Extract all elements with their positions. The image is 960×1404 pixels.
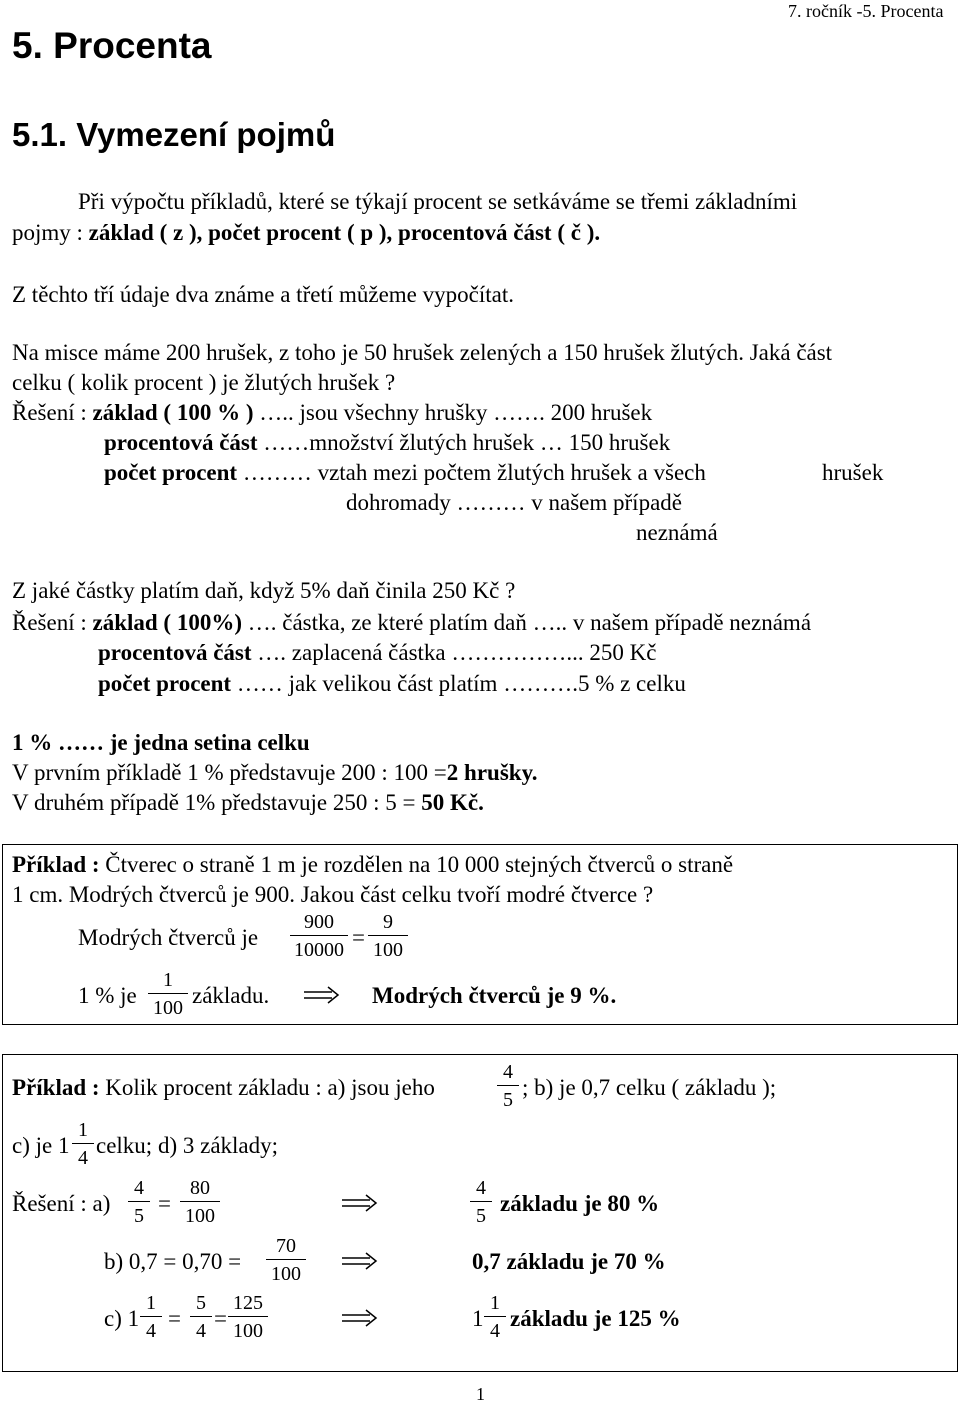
- implies-arrow-icon: [340, 1192, 380, 1214]
- box2-c-text: celku; d) 3 základy;: [96, 1133, 279, 1158]
- box1-fraction-1-100: 1 100: [148, 970, 188, 1018]
- box2-sol-c-result: základu je 125 %: [510, 1306, 681, 1331]
- intro-line-2: pojmy : základ ( z ), počet procent ( p ), procentová část ( č ).: [12, 220, 601, 245]
- intro-line-1: Při výpočtu příkladů, které se týkají procent se setkáváme se třemi základními: [78, 189, 798, 214]
- example1-problem-1: Na misce máme 200 hrušek, z toho je 50 hrušek zelených a 150 hrušek žlutých. Jaká část: [12, 340, 833, 365]
- box2-sol-b-label: b) 0,7 = 0,70 =: [104, 1249, 242, 1274]
- rule-line-2: V prvním příkladě 1 % představuje 200 : 100 =2 hrušky.: [12, 760, 538, 785]
- example2-cast: procentová část …. zaplacená částka ……………... 250 Kč: [98, 640, 657, 665]
- box2-sol-a-fraction-80-100: 80 100: [180, 1178, 220, 1226]
- rule-line-1: 1 % …… je jedna setina celku: [12, 730, 310, 755]
- example1-zaklad: Řešení : základ ( 100 % ) ….. jsou všechny hrušky ……. 200 hrušek: [12, 400, 653, 425]
- example2-pocet: počet procent …… jak velikou část platím ……….5 % z celku: [98, 671, 686, 696]
- box1-fraction-900-10000: 900 10000: [290, 912, 348, 960]
- box2-sol-c-label: c) 1: [104, 1306, 140, 1331]
- box1-text-1: Příklad : Čtverec o straně 1 m je rozdělen na 10 000 stejných čtverců o straně: [12, 852, 734, 877]
- implies-arrow-icon: [302, 984, 342, 1006]
- implies-arrow-icon: [340, 1307, 380, 1329]
- box1-fraction-9-100: 9 100: [368, 912, 408, 960]
- box2-c-label: c) je 1: [12, 1133, 70, 1158]
- corner-label: 7. ročník -5. Procenta: [788, 1, 944, 21]
- box1-text-2: 1 cm. Modrých čtverců je 900. Jakou část celku tvoří modré čtverce ?: [12, 882, 654, 907]
- box1-zakladu: základu.: [192, 983, 270, 1008]
- intro-line-3: Z těchto tří údaje dva známe a třetí můžeme vypočítat.: [12, 282, 514, 307]
- example2-zaklad: Řešení : základ ( 100%) …. částka, ze které platím daň ….. v našem případě neznámá: [12, 610, 812, 635]
- box2-sol-a-equals: =: [158, 1191, 171, 1216]
- box1-modrych: Modrých čtverců je: [78, 925, 259, 950]
- box2-text-1-end: ; b) je 0,7 celku ( základu );: [522, 1075, 777, 1100]
- example1-pocet-end: hrušek: [822, 460, 884, 485]
- page-number: 1: [476, 1384, 485, 1404]
- box2-sol-b-result: 0,7 základu je 70 %: [472, 1249, 666, 1274]
- box2-sol-a-result: základu je 80 %: [500, 1191, 660, 1216]
- box2-sol-c-fraction-5-4: 5 4: [190, 1293, 212, 1341]
- box1-pct: 1 % je: [78, 983, 137, 1008]
- box1-result: Modrých čtverců je 9 %.: [372, 983, 617, 1008]
- box2-sol-a-result-fraction: 4 5: [470, 1178, 492, 1226]
- example1-pocet-3: neznámá: [636, 520, 718, 545]
- box2-sol-c-result-fraction: 1 4: [484, 1293, 506, 1341]
- implies-arrow-icon: [340, 1250, 380, 1272]
- box2-text-1: Příklad : Kolik procent základu : a) jsou jeho: [12, 1075, 435, 1100]
- example1-cast: procentová část ……množství žlutých hrušek … 150 hrušek: [104, 430, 671, 455]
- box2-sol-a-fraction-4-5: 4 5: [128, 1178, 150, 1226]
- box2-sol-c-whole: 1: [472, 1306, 484, 1331]
- box2-fraction-4-5: 4 5: [497, 1062, 519, 1110]
- box1-equals: =: [352, 925, 365, 950]
- chapter-title: 5. Procenta: [12, 25, 212, 66]
- box2-sol-c-equals-1: =: [168, 1306, 181, 1331]
- example2-problem: Z jaké částky platím daň, když 5% daň činila 250 Kč ?: [12, 578, 516, 603]
- rule-line-3: V druhém případě 1% představuje 250 : 5 = 50 Kč.: [12, 790, 484, 815]
- example1-problem-2: celku ( kolik procent ) je žlutých hrušek ?: [12, 370, 396, 395]
- box2-sol-c-equals-2: =: [214, 1306, 227, 1331]
- box2-fraction-1-4: 1 4: [72, 1120, 94, 1168]
- box2-sol-a-label: Řešení : a): [12, 1191, 111, 1216]
- box2-sol-c-fraction-125-100: 125 100: [228, 1293, 268, 1341]
- example1-pocet-2: dohromady ……… v našem případě: [346, 490, 682, 515]
- box2-sol-c-fraction-1-4: 1 4: [140, 1293, 162, 1341]
- example1-pocet: počet procent ……… vztah mezi počtem žlutých hrušek a všech: [104, 460, 706, 485]
- section-title: 5.1. Vymezení pojmů: [12, 116, 336, 153]
- box2-sol-b-fraction-70-100: 70 100: [266, 1236, 306, 1284]
